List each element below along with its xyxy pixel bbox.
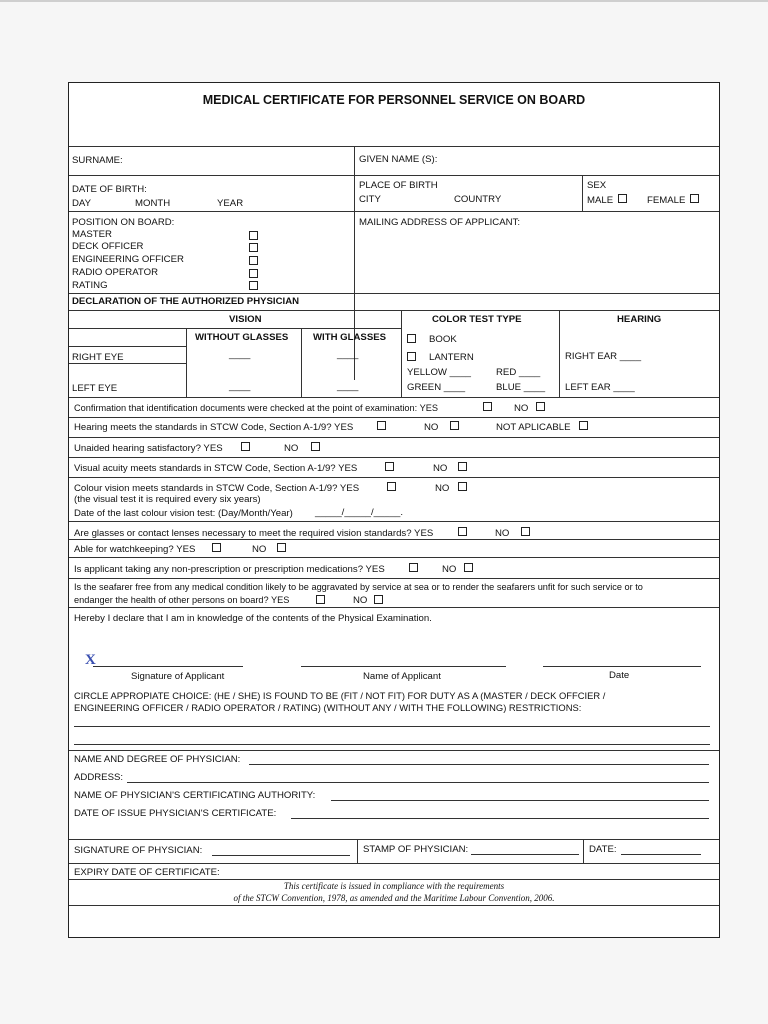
physician-signature-label: SIGNATURE OF PHYSICIAN:: [74, 845, 203, 856]
watchkeeping-no-checkbox[interactable]: [277, 543, 286, 552]
colour-vision-no-label: NO: [435, 483, 450, 494]
hearing-standard-yes-checkbox[interactable]: [377, 421, 386, 430]
issue-date-label: DATE OF ISSUE PHYSICIAN'S CERTIFICATE:: [74, 808, 277, 819]
position-engineering-officer: ENGINEERING OFFICER: [72, 254, 184, 265]
footer-line2: of the STCW Convention, 1978, as amended and the Maritime Labour Convention, 2006.: [233, 893, 555, 903]
form-title: MEDICAL CERTIFICATE FOR PERSONNEL SERVICE ON BOARD: [202, 93, 586, 107]
green-field: GREEN ____: [407, 382, 466, 393]
visual-acuity-no-checkbox[interactable]: [458, 462, 467, 471]
medical-condition-yes-checkbox[interactable]: [316, 595, 325, 604]
position-master: MASTER: [72, 229, 112, 240]
address-line[interactable]: [127, 782, 709, 783]
hearing-standard-no-checkbox[interactable]: [450, 421, 459, 430]
expiry-date-label: EXPIRY DATE OF CERTIFICATE:: [74, 867, 220, 878]
book-label: BOOK: [429, 334, 457, 345]
physician-name-label: NAME AND DEGREE OF PHYSICIAN:: [74, 754, 241, 765]
radio-operator-checkbox[interactable]: [249, 269, 258, 278]
watchkeeping-yes-checkbox[interactable]: [212, 543, 221, 552]
unaided-hearing-no-checkbox[interactable]: [311, 442, 320, 451]
medications-yes-checkbox[interactable]: [409, 563, 418, 572]
mailing-address-label: MAILING ADDRESS OF APPLICANT:: [359, 217, 521, 228]
lantern-checkbox[interactable]: [407, 352, 416, 361]
address-label: ADDRESS:: [74, 772, 124, 783]
signature-of-applicant-label: Signature of Applicant: [131, 671, 225, 682]
engineering-officer-checkbox[interactable]: [249, 256, 258, 265]
red-field: RED ____: [496, 367, 541, 378]
circle-choice-line2: ENGINEERING OFFICER / RADIO OPERATOR / RATING) (WITHOUT ANY / WITH THE FOLLOWING) RESTRICTIONS:: [74, 702, 582, 713]
physician-stamp-line[interactable]: [471, 854, 579, 855]
certificate-date-label: DATE:: [589, 844, 617, 855]
dob-year: YEAR: [217, 198, 244, 209]
colour-vision-note: (the visual test it is required every six years): [74, 494, 261, 505]
physician-signature-line[interactable]: [212, 855, 350, 856]
applicant-date-line[interactable]: [543, 666, 701, 667]
vision-header: VISION: [229, 314, 262, 325]
medications-no-label: NO: [442, 564, 457, 575]
applicant-name-line[interactable]: [301, 666, 506, 667]
medical-condition-no-checkbox[interactable]: [374, 595, 383, 604]
with-glasses-header: WITH GLASSES: [313, 332, 387, 343]
right-ear-field: RIGHT EAR ____: [565, 351, 642, 362]
hearing-standard-question: Hearing meets the standards in STCW Code, Section A-1/9? YES: [74, 422, 354, 433]
country-label: COUNTRY: [454, 194, 502, 205]
not-applicable-checkbox[interactable]: [579, 421, 588, 430]
glasses-yes-checkbox[interactable]: [458, 527, 467, 536]
given-name-label: GIVEN NAME (S):: [359, 154, 438, 165]
left-eye-without-glasses[interactable]: ____: [229, 381, 251, 392]
medical-condition-question-line2: endanger the health of other persons on board? YES: [74, 595, 290, 605]
restrictions-line-1[interactable]: [74, 726, 710, 727]
deck-officer-checkbox[interactable]: [249, 243, 258, 252]
left-eye-with-glasses[interactable]: ____: [337, 381, 359, 392]
physician-name-line[interactable]: [249, 764, 709, 765]
medical-condition-no-label: NO: [353, 595, 368, 606]
sex-label: SEX: [587, 180, 607, 191]
row-divider: [69, 146, 719, 147]
glasses-question: Are glasses or contact lenses necessary to meet the required vision standards? YES: [74, 528, 434, 539]
glasses-no-label: NO: [495, 528, 510, 539]
restrictions-line-2[interactable]: [74, 744, 710, 745]
without-glasses-header: WITHOUT GLASSES: [195, 332, 289, 343]
signature-x-mark: X: [85, 652, 96, 668]
certifying-authority-label: NAME OF PHYSICIAN'S CERTIFICATING AUTHORITY:: [74, 790, 316, 801]
id-docs-no-checkbox[interactable]: [536, 402, 545, 411]
date-label: Date: [609, 670, 630, 681]
footer-line1: This certificate is issued in compliance with the requirements: [283, 881, 505, 891]
issue-date-line[interactable]: [291, 818, 709, 819]
color-test-header: COLOR TEST TYPE: [432, 314, 522, 325]
rating-checkbox[interactable]: [249, 281, 258, 290]
dob-day: DAY: [72, 198, 92, 209]
visual-acuity-yes-checkbox[interactable]: [385, 462, 394, 471]
hearing-standard-no-label: NO: [424, 422, 439, 433]
colour-vision-question: Colour vision meets standards in STCW Code, Section A-1/9? YES: [74, 483, 360, 494]
declaration-label: DECLARATION OF THE AUTHORIZED PHYSICIAN: [72, 296, 300, 307]
position-radio-operator: RADIO OPERATOR: [72, 267, 159, 278]
right-eye-label: RIGHT EYE: [72, 352, 124, 363]
watchkeeping-question: Able for watchkeeping? YES: [74, 544, 196, 555]
book-checkbox[interactable]: [407, 334, 416, 343]
dob-month: MONTH: [135, 198, 171, 209]
left-ear-field: LEFT EAR ____: [565, 382, 635, 393]
male-label: MALE: [587, 195, 614, 206]
yellow-field: YELLOW ____: [407, 367, 471, 378]
hereby-declaration: Hereby I declare that I am in knowledge of the contents of the Physical Examination.: [74, 613, 432, 624]
right-eye-without-glasses[interactable]: ____: [229, 349, 251, 360]
position-rating: RATING: [72, 280, 108, 291]
lantern-label: LANTERN: [429, 352, 474, 363]
glasses-no-checkbox[interactable]: [521, 527, 530, 536]
master-checkbox[interactable]: [249, 231, 258, 240]
place-of-birth-label: PLACE OF BIRTH: [359, 180, 438, 191]
visual-acuity-no-label: NO: [433, 463, 448, 474]
male-checkbox[interactable]: [618, 194, 627, 203]
right-eye-with-glasses[interactable]: ____: [337, 349, 359, 360]
blue-field: BLUE ____: [496, 382, 546, 393]
colour-vision-yes-checkbox[interactable]: [387, 482, 396, 491]
female-label: FEMALE: [647, 195, 686, 206]
id-docs-yes-checkbox[interactable]: [483, 402, 492, 411]
city-label: CITY: [359, 194, 381, 205]
colour-vision-no-checkbox[interactable]: [458, 482, 467, 491]
position-deck-officer: DECK OFFICER: [72, 241, 144, 252]
colour-test-date-label: Date of the last colour vision test: (Day/Month/Year): [74, 508, 293, 519]
certificate-date-line[interactable]: [621, 854, 701, 855]
visual-acuity-question: Visual acuity meets standards in STCW Code, Section A-1/9? YES: [74, 463, 358, 474]
name-of-applicant-label: Name of Applicant: [363, 671, 441, 682]
medical-condition-question-line1: Is the seafarer free from any medical condition likely to be aggravated by service at sea or to render the seafarers unfit for such service or to: [74, 582, 643, 592]
certifying-authority-line[interactable]: [331, 800, 709, 801]
female-checkbox[interactable]: [690, 194, 699, 203]
not-applicable-label: NOT APLICABLE: [496, 422, 571, 433]
circle-choice-line1: CIRCLE APPROPIATE CHOICE: (HE / SHE) IS FOUND TO BE (FIT / NOT FIT) FOR DUTY AS A (MASTER / DECK OFFCIER /: [74, 690, 606, 701]
hearing-header: HEARING: [617, 314, 662, 325]
medications-question: Is applicant taking any non-prescription or prescription medications? YES: [74, 564, 385, 575]
unaided-hearing-no-label: NO: [284, 443, 299, 454]
id-docs-question: Confirmation that identification documents were checked at the point of examination: YES: [74, 403, 438, 413]
position-label: POSITION ON BOARD:: [72, 217, 175, 228]
watchkeeping-no-label: NO: [252, 544, 267, 555]
unaided-hearing-question: Unaided hearing satisfactory? YES: [74, 443, 223, 454]
surname-label: SURNAME:: [72, 155, 123, 166]
applicant-signature-line[interactable]: [93, 666, 243, 667]
unaided-hearing-yes-checkbox[interactable]: [241, 442, 250, 451]
id-docs-no-label: NO: [514, 403, 529, 414]
left-eye-label: LEFT EYE: [72, 383, 118, 394]
colour-test-date-field[interactable]: _____/_____/_____.: [315, 507, 404, 518]
medical-certificate-form: [68, 82, 720, 938]
scan-edge: [0, 0, 768, 2]
medications-no-checkbox[interactable]: [464, 563, 473, 572]
physician-stamp-label: STAMP OF PHYSICIAN:: [363, 844, 469, 855]
dob-label: DATE OF BIRTH:: [72, 184, 147, 195]
